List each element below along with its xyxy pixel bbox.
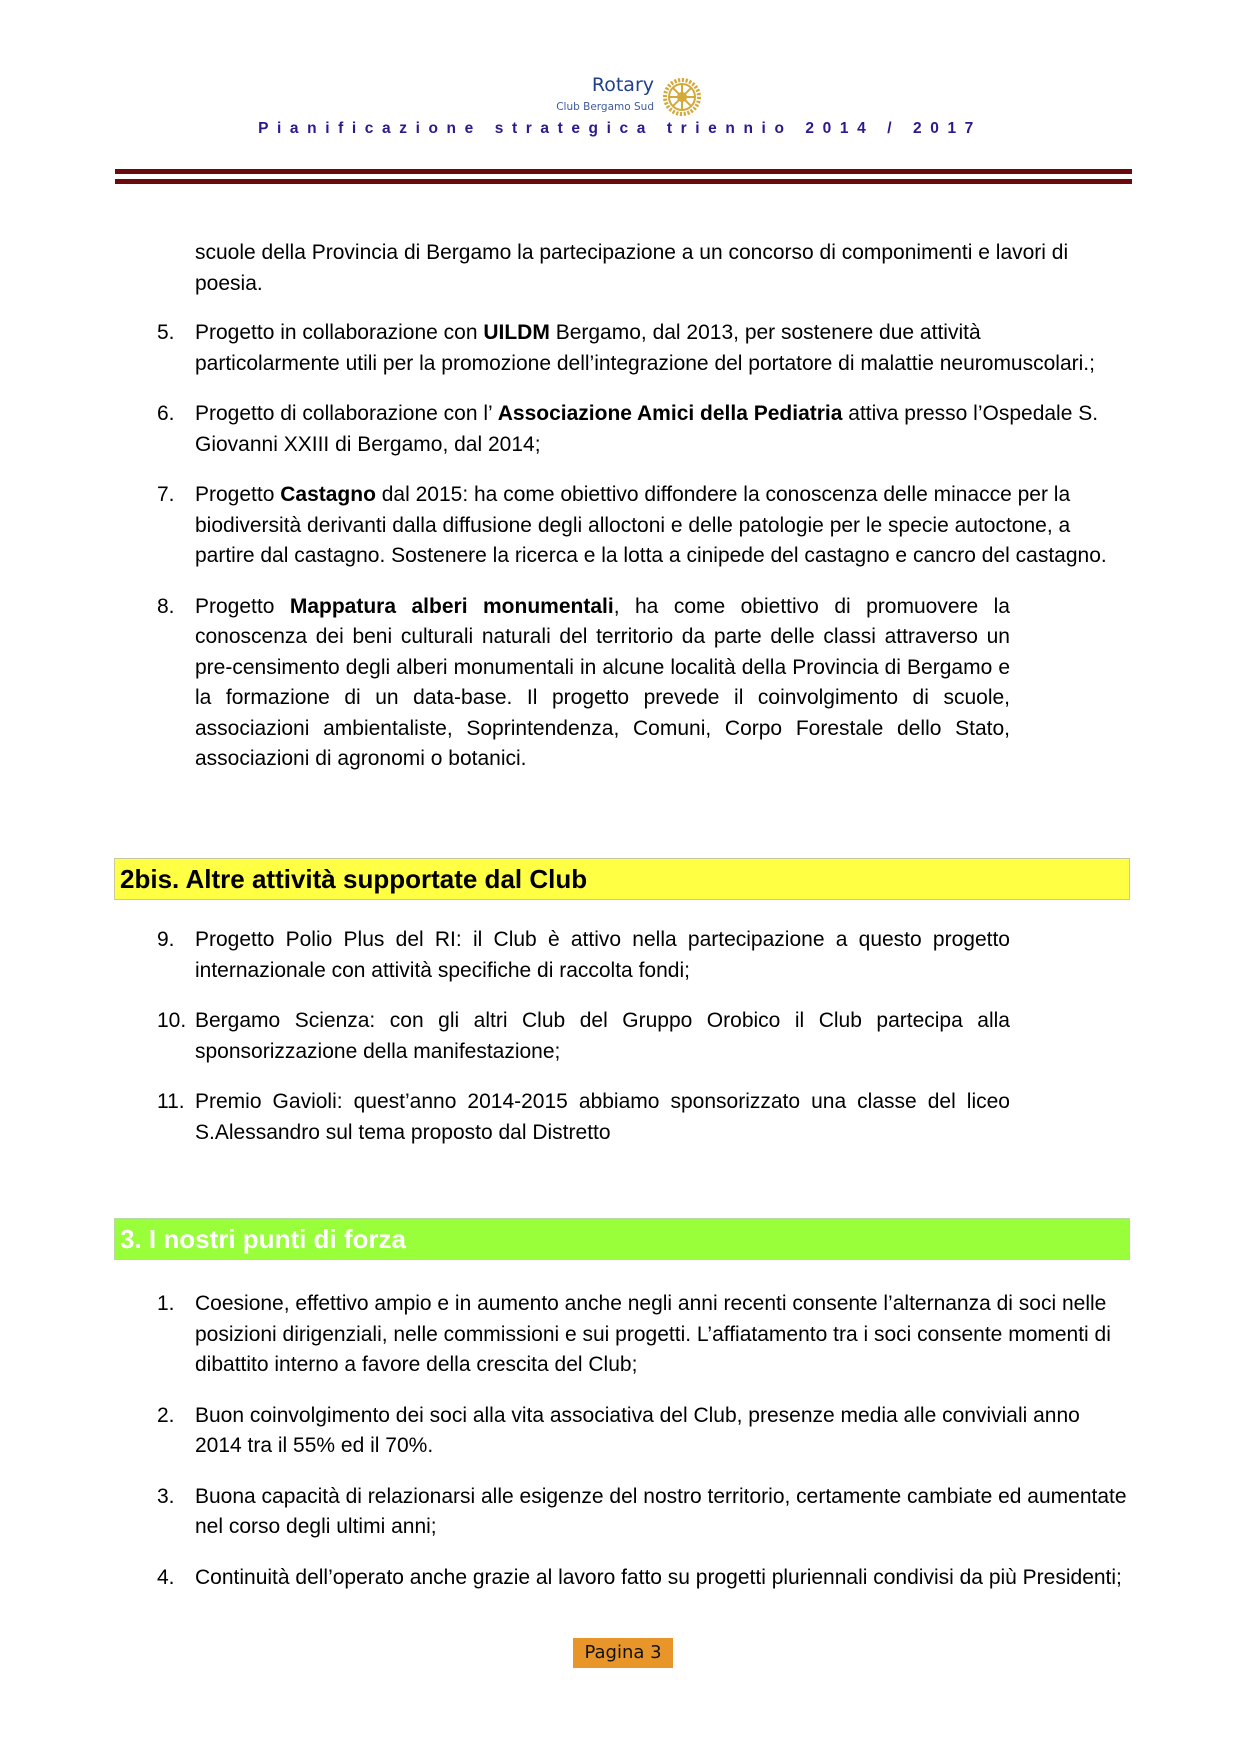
list-item	[0, 1289, 1130, 1381]
item-number: 9.	[157, 928, 175, 951]
document-title: Pianificazione strategica triennio 2014 / 2017	[258, 120, 982, 137]
item-text: , ha come obiettivo di promuovere la conoscenza dei beni culturali naturali del territorio da parte delle classi attraverso un pre-censimento degli alberi monumentali in alcune località della Provincia di Bergamo e la formazione di un data-base. Il progetto prevede il coinvolgimento di scuole, associazioni ambientaliste, Soprintendenza, Comuni, Corpo Forestale dello Stato, associazioni di agronomi o botanici.	[195, 594, 1010, 770]
strengths-list	[0, 1289, 1240, 1613]
item-number: 10.	[157, 1009, 187, 1032]
item-highlight: Associazione Amici della Pediatria	[497, 402, 843, 425]
item-highlight: UILDM	[483, 321, 550, 344]
item-number: 5.	[157, 321, 175, 344]
header-rule-top	[115, 169, 1132, 174]
list-item	[0, 480, 1130, 572]
item-text: Progetto	[195, 483, 281, 506]
item-highlight: Mappatura alberi monumentali	[289, 594, 614, 618]
header-rule-bottom	[115, 179, 1132, 184]
page-number-badge: Pagina 3	[573, 1638, 673, 1668]
item-number: 8.	[157, 594, 175, 618]
item-number: 6.	[157, 402, 175, 425]
projects-list	[0, 318, 1240, 795]
item-text: Progetto di collaborazione con l’	[195, 402, 498, 425]
item-text: dal 2015: ha come obiettivo diffondere la conoscenza delle minacce per la biodiversità derivanti dalla diffusione degli alloctoni e delle patologie per le specie autoctone, a partire dal castagno. Sostenere la ricerca e la lotta a cinipede del castagno e cancro del castagno.	[195, 483, 1107, 567]
rotary-wheel-icon	[662, 77, 702, 117]
item-number: 2.	[157, 1403, 175, 1427]
item-highlight: Castagno	[280, 483, 376, 506]
item-text: Buona capacità di relazionarsi alle esigenze del nostro territorio, certamente cambiate ed aumentate nel corso degli ultimi anni;	[195, 1484, 1127, 1538]
list-item	[0, 399, 1130, 460]
item-text: attiva presso l’Ospedale S. Giovanni XXIII di Bergamo, dal 2014;	[195, 402, 1099, 456]
list-item	[0, 1087, 1010, 1148]
item-text: Premio Gavioli: quest’anno 2014-2015 abbiamo sponsorizzato una classe del liceo S.Alessandro sul tema proposto dal Distretto	[195, 1090, 1010, 1144]
item-text: Progetto	[195, 594, 290, 618]
list-item	[0, 592, 1010, 775]
list-item	[0, 318, 1130, 379]
item-text: Continuità dell’operato anche grazie al lavoro fatto su progetti pluriennali condivisi da più Presidenti;	[195, 1565, 1122, 1589]
item-text: Buon coinvolgimento dei soci alla vita associativa del Club, presenze media alle conviviali anno 2014 tra il 55% ed il 70%.	[195, 1403, 1080, 1457]
item-text: Progetto in collaborazione con	[195, 321, 484, 344]
section-heading-3: 3. I nostri punti di forza	[114, 1218, 1130, 1260]
list-item	[0, 1006, 1010, 1067]
item-number: 3.	[157, 1484, 175, 1508]
item-number: 11.	[157, 1090, 185, 1113]
item-text: Bergamo, dal 2013, per sostenere due attività particolarmente utili per la promozione dell’integrazione del portatore di malattie neuromuscolari.;	[195, 321, 1095, 375]
item-text: Coesione, effettivo ampio e in aumento anche negli anni recenti consente l’alternanza di soci nelle posizioni dirigenziali, nelle commissioni e sui progetti. L’affiatamento tra i soci consente momenti di dibattito interno a favore della crescita del Club;	[195, 1292, 1111, 1376]
list-item	[0, 1401, 1130, 1462]
logo-brand: Rotary	[591, 74, 654, 96]
item-number: 1.	[157, 1292, 175, 1315]
section-heading-2bis: 2bis. Altre attività supportate dal Club	[114, 858, 1130, 900]
item-number: 4.	[157, 1565, 175, 1589]
list-item	[0, 925, 1010, 986]
logo-club-name: Club Bergamo Sud	[556, 101, 654, 113]
list-item	[0, 1563, 1130, 1594]
item-text: Bergamo Scienza: con gli altri Club del Gruppo Orobico il Club partecipa alla sponsorizzazione della manifestazione;	[195, 1009, 1010, 1063]
item-text: Progetto Polio Plus del RI: il Club è attivo nella partecipazione a questo progetto internazionale con attività specifiche di raccolta fondi;	[195, 928, 1010, 982]
rotary-logo	[552, 74, 702, 124]
item-number: 7.	[157, 483, 175, 506]
list-item	[0, 1482, 1130, 1543]
other-activities-list	[0, 925, 1240, 1168]
continuation-paragraph: scuole della Provincia di Bergamo la partecipazione a un concorso di componimenti e lavori di poesia.	[195, 241, 1069, 295]
